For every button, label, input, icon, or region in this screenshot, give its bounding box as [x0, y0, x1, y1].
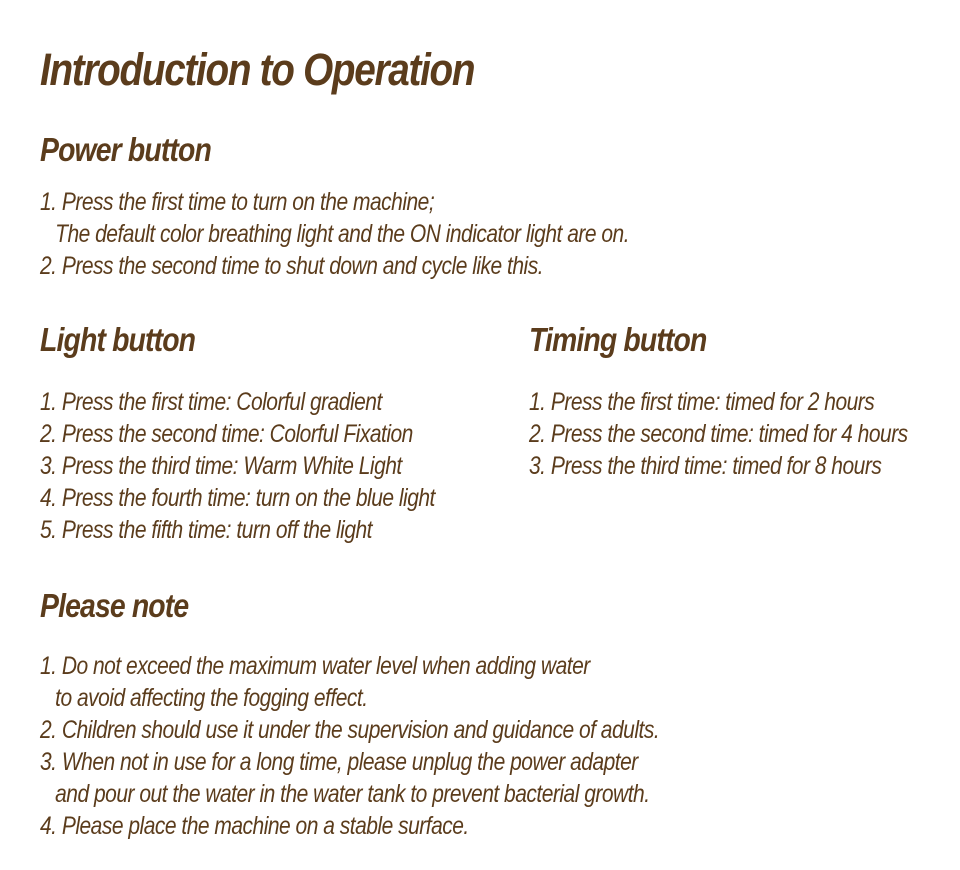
please-note-heading: Please note [40, 587, 189, 624]
instruction-line: 1. Press the first time: timed for 2 hours [529, 388, 875, 416]
note-line: and pour out the water in the water tank to prevent bacterial growth. [55, 780, 650, 808]
timing-button-instructions [529, 386, 908, 482]
light-button-heading: Light button [40, 321, 196, 358]
power-button-instructions [40, 186, 629, 282]
instruction-line: 4. Press the fourth time: turn on the blue light [40, 484, 435, 512]
note-line: 2. Children should use it under the supervision and guidance of adults. [40, 716, 660, 744]
instruction-line: 2. Press the second time: Colorful Fixation [40, 420, 413, 448]
instruction-line: 3. Press the third time: Warm White Light [40, 452, 402, 480]
note-line: 3. When not in use for a long time, please unplug the power adapter [40, 748, 638, 776]
instruction-line: 2. Press the second time: timed for 4 hours [529, 420, 908, 448]
please-note-list [40, 650, 659, 842]
note-line: 1. Do not exceed the maximum water level when adding water [40, 652, 590, 680]
timing-button-heading: Timing button [529, 321, 707, 358]
instruction-line: The default color breathing light and the ON indicator light are on. [55, 220, 630, 248]
note-line: 4. Please place the machine on a stable surface. [40, 812, 469, 840]
instruction-line: 3. Press the third time: timed for 8 hours [529, 452, 882, 480]
instruction-line: 2. Press the second time to shut down and cycle like this. [40, 252, 544, 280]
light-button-instructions [40, 386, 435, 546]
instruction-line: 1. Press the first time: Colorful gradient [40, 388, 382, 416]
power-button-heading: Power button [40, 131, 211, 168]
page-title: Introduction to Operation [40, 44, 475, 95]
note-line: to avoid affecting the fogging effect. [55, 684, 368, 712]
instruction-line: 1. Press the first time to turn on the machine; [40, 188, 435, 216]
instruction-line: 5. Press the fifth time: turn off the light [40, 516, 372, 544]
